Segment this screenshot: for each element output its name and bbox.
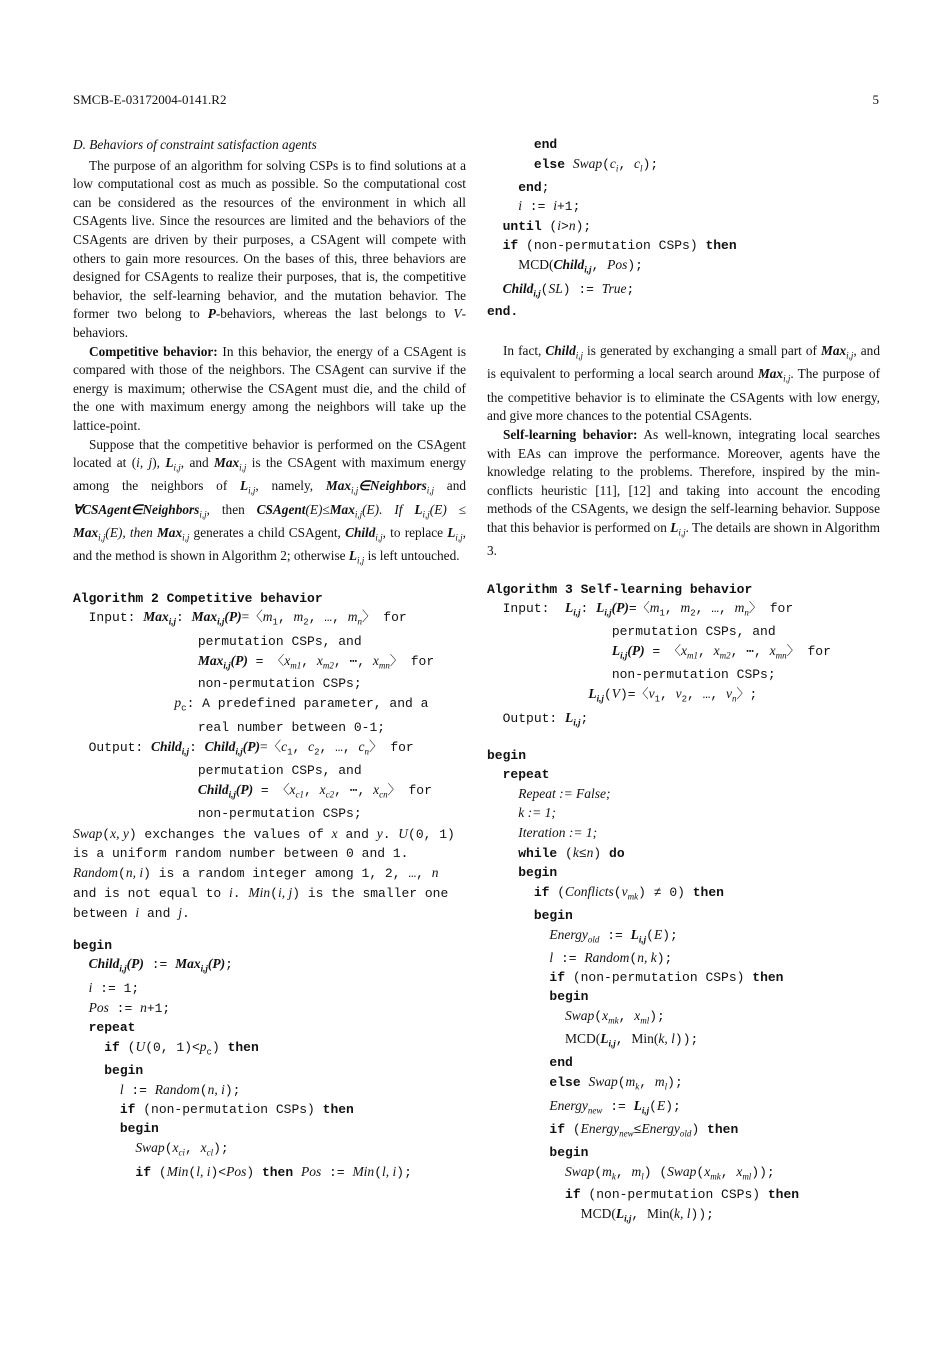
paragraph-competitive-detail: Suppose that the competitive behavior is performed on the CSAgent located at (i, j), $L_{i,j}$, and Max$_{i,j}$ is the CSAgent with maximum energy among the neighbors of $L_{i,j}$, namely, Max$_{i,j}$∈Neighbors$_{i,j}$ and ∀CSAgent∈Neighbors$_{i,j}$, then CSAgent(E)≤Max$_{i,j}$(E). If $L_{i,j}(E) \le Max_{i,j}(E)$, then Max$_{i,j}$ generates a child CSAgent, Child$_{i,j}$, to replace $L_{i,j}$, and the method is shown in Algorithm 2; otherwise $L_{i,j}$ is left untouched.: [73, 436, 466, 566]
paragraph-in-fact: In fact, Child$_{i,j}$ is generated by exchanging a small part of Max$_{i,j}$, and is equivalent to performing a local search around Max$_{i,j}$. The purpose of the competitive behavior is to eliminate the CSAgents with low energy, and give more chances to the potential CSAgents.: [487, 343, 880, 424]
algorithm-2-notes: Swap(x, y) exchanges the values of x and y. U(0, 1) is a uniform random number between 0 and 1. Random(n, i) is a random integer among 1, 2, …, n and is not equal to i. Min(i, j) is the smaller one between i and j.: [73, 825, 455, 921]
right-column: [487, 136, 880, 1229]
paragraph-purpose: The purpose of an algorithm for solving CSPs is to find solutions at a low computational cost as much as possible. So the computational cost can be considered as the resources of the environment in which all CSAgents live. Since the resources are limited and the behaviors of the CSAgents are driven by their purposes, a CSAgent will compete with others to gain more resources. On the bases of this, three behaviors are designed for CSAgents to realize their purposes, that is, the competitive behavior, the self-learning behavior, and the mutation behavior. The former two belong to P-behaviors, whereas the last belongs to V-behaviors.: [73, 157, 466, 340]
algorithm-3-code: begin repeat Repeat := False; k := 1; Iteration := 1; while (k≤n) do begin if $(Conflicts(v_{mk}) \ne 0)$ then begin Energy$_{old}$ := $L_{i,j}(E)$; l := Random(n, k); if (non-permutation CSPs) then begin $Swap(x_{mk}$, $x_{ml}$); $MCD(L_{i,j}$, Min(k, l)); end else $Swap(m_k$, $m_l$); Energy$_{new}$ := $L_{i,j}(E)$; if (Energy$_{new}$≤Energy$_{old}$) then begin $Swap(m_k$, $m_l$) ($Swap(x_{mk}$, $x_{ml}$)); if (non-permutation CSPs) then $MCD(L_{i,j}$, Min(k, l));: [487, 747, 800, 1224]
algorithm-2-code-continued: end else $Swap(c_i$, $c_l$); end; i := i+1; until (i>n); if (non-permutation CSPs) then MCD(Child$_{i,j}$, Pos); Child$_{i,j}$(SL) := True; end.: [487, 137, 737, 320]
algorithm-2-title: Algorithm 2 Competitive behavior: [73, 591, 323, 607]
left-column: [73, 136, 466, 1182]
algorithm-3-title: Algorithm 3 Self-learning behavior: [487, 581, 753, 597]
page-number: 5: [872, 92, 879, 107]
algorithm-2-code: begin Child$_{i,j}$(P) := Max$_{i,j}$(P); i := 1; Pos := n+1; repeat if (U(0, $1)<p_c$) then begin l := Random(n, i); if (non-permutation CSPs) then begin $Swap(x_{ci}$, $x_{cl}$); if (Min(l, i)<Pos) then Pos := Min(l, i);: [73, 937, 412, 1180]
paragraph-self-learning: Self-learning behavior: As well-known, integrating local searches with EAs can improve the performance. Moreover, agents have the knowledge relating to the problems. Therefore, inspired by the min-conflicts heuristic [11], [12] and taking into account the encoding methods of the CSAgents, we design the self-learning behavior. Suppose that this behavior is performed on $L_{i,j}$. The details are shown in Algorithm 3.: [487, 426, 880, 559]
running-header: SMCB-E-03172004-0141.R2: [73, 92, 227, 107]
paragraph-competitive: Competitive behavior: In this behavior, the energy of a CSAgent is compared with those of the neighbors. The CSAgent can survive if the energy is maximum; otherwise the CSAgent must die, and the child of the one with maximum energy among the neighbors will take up the lattice-point.: [73, 343, 466, 433]
section-heading: D. Behaviors of constraint satisfaction agents: [73, 137, 317, 152]
algorithm-3-body: Input: $L_{i,j}$: $L_{i,j}(P)=$〈$m_1$, $m_2$, …, $m_n$〉 for permutation CSPs, and $L_{i,j}(P)$ = 〈$x_{m1}$, $x_{m2}$, ⋯, $x_{mn}$〉 for non-permutation CSPs; $L_{i,j}(V)=$〈$v_1$, $v_2$, …, $v_n$〉; Output: $L_{i,j}$;: [502, 599, 831, 728]
algorithm-2-body: Input: Max$_{i,j}$: Max$_{i,j}$(P)=〈$m_1$, $m_2$, …, $m_n$〉 for permutation CSPs, and Max$_{i,j}$(P) = 〈$x_{m1}$, $x_{m2}$, ⋯, $x_{mn}$〉 for non-permutation CSPs; $p_c$: A predefined parameter, and a real number between 0-1; Output: Child$_{i,j}$: Child$_{i,j}$(P)=〈$c_1$, $c_2$, …, $c_n$〉 for permutation CSPs, and Child$_{i,j}$(P) = 〈$x_{c1}$, $x_{c2}$, ⋯, $x_{cn}$〉 for non-permutation CSPs;: [88, 609, 435, 821]
